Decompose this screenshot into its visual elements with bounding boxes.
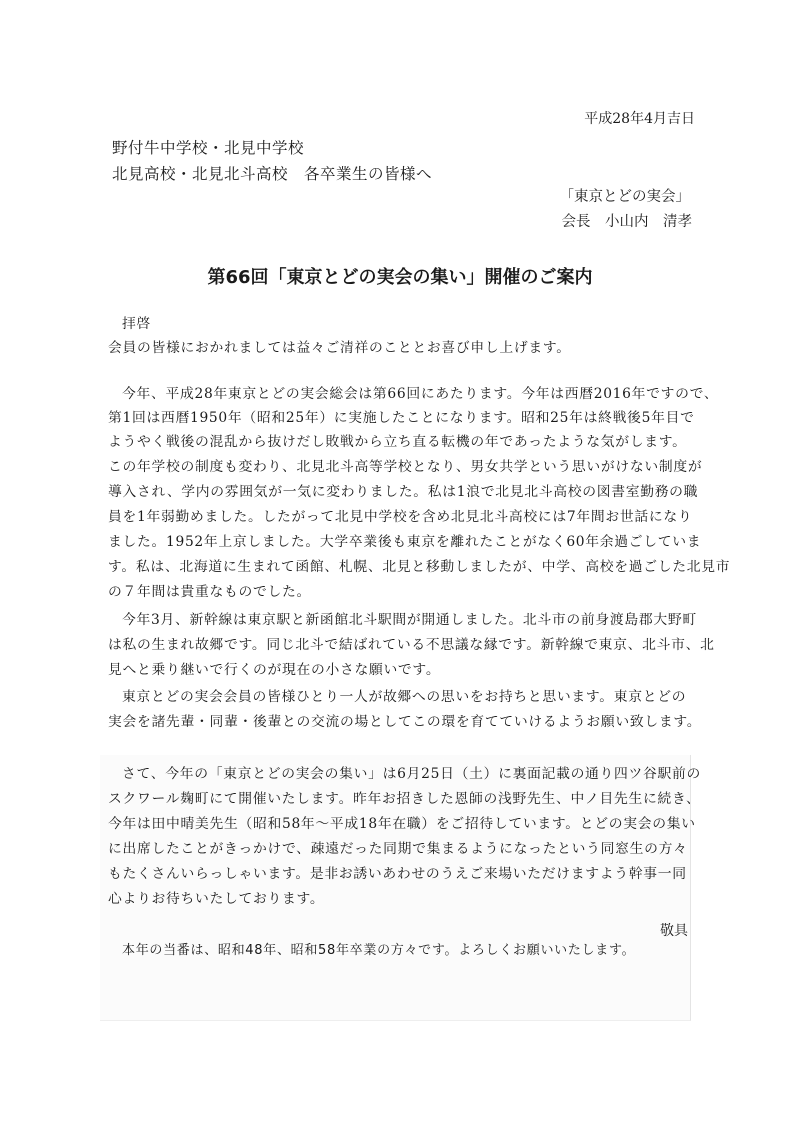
- event-line: 今年は田中晴美先生（昭和58年〜平成18年在職）をご招待しています。とどの実会の集い: [108, 816, 696, 832]
- greeting: 会員の皆様におかれましては益々ご清祥のこととお喜び申し上げます。: [108, 340, 571, 356]
- closing-word: 敬具: [660, 923, 688, 939]
- event-line: スクワール麹町にて開催いたします。昨年お招きした恩師の浅野先生、中ノ目先生に続き、: [108, 791, 701, 807]
- body-line: 今年、平成28年東京とどの実会総会は第66回にあたります。今年は西暦2016年ですので、: [122, 386, 719, 402]
- body-line: 導入され、学内の雰囲気が一気に変わりました。私は1浪で北見北斗高校の図書室勤務の職: [108, 484, 699, 500]
- event-line: もたくさんいらっしゃいます。是非お誘いあわせのうえご来場いただけますよう幹事一同: [108, 866, 687, 882]
- body-line: 東京とどの実会会員の皆様ひとり一人が故郷への思いをお持ちと思います。東京とどの: [122, 689, 687, 705]
- duty-note: 本年の当番は、昭和48年、昭和58年卒業の方々です。よろしくお願いいたします。: [122, 943, 636, 958]
- body-line: は私の生まれ故郷です。同じ北斗で結ばれている不思議な縁です。新幹線で東京、北斗市、北: [108, 637, 715, 653]
- letter-date: 平成28年4月吉日: [584, 111, 695, 127]
- body-line: 今年3月、新幹線は東京駅と新函館北斗駅間が開通しました。北斗市の前身渡島郡大野町: [122, 612, 697, 628]
- body-line: この年学校の制度も変わり、北見北斗高等学校となり、男女共学という思いがけない制度が: [108, 459, 703, 475]
- body-line: す。私は、北海道に生まれて函館、札幌、北見と移動しましたが、中学、高校を過ごした北見市: [108, 559, 731, 575]
- body-line: 員を1年弱勤めました。したがって北見中学校を含め北見北斗高校には7年間お世話になり: [108, 509, 693, 525]
- event-line: に出席したことがきっかけで、疎遠だった同期で集まるようになったという同窓生の方々: [108, 841, 688, 857]
- body-line: の７年間は貴重なものでした。: [108, 584, 311, 600]
- event-line: 心よりお待ちいたしております。: [108, 891, 325, 907]
- recipient-line-1: 野付牛中学校・北見中学校: [112, 139, 305, 157]
- sender-organization: 「東京とどの実会」: [559, 189, 690, 205]
- letter-title: 第66回「東京とどの実会の集い」開催のご案内: [207, 267, 593, 288]
- body-line: 第1回は西暦1950年（昭和25年）に実施したことになります。昭和25年は終戦後5年目で: [108, 410, 695, 426]
- recipient-line-2: 北見高校・北見北斗高校 各卒業生の皆様へ: [112, 165, 433, 183]
- event-line: さて、今年の「東京とどの実会の集い」は6月25日（土）に裏面記載の通り四ツ谷駅前の: [122, 766, 702, 782]
- sender-president: 会長 小山内 清孝: [561, 214, 692, 230]
- body-line: 実会を諸先輩・同輩・後輩との交流の場としてこの環を育てていけるようお願い致します。: [108, 714, 702, 730]
- body-line: ようやく戦後の混乱から抜けだし敗戦から立ち直る転機の年であったような気がします。: [108, 434, 687, 450]
- body-line: 見へと乗り継いで行くのが現在の小さな願いです。: [108, 662, 441, 678]
- salutation: 拝啓: [122, 316, 151, 332]
- body-line: ました。1952年上京しました。大学卒業後も東京を離れたことがなく60年余過ごしていま: [108, 534, 702, 550]
